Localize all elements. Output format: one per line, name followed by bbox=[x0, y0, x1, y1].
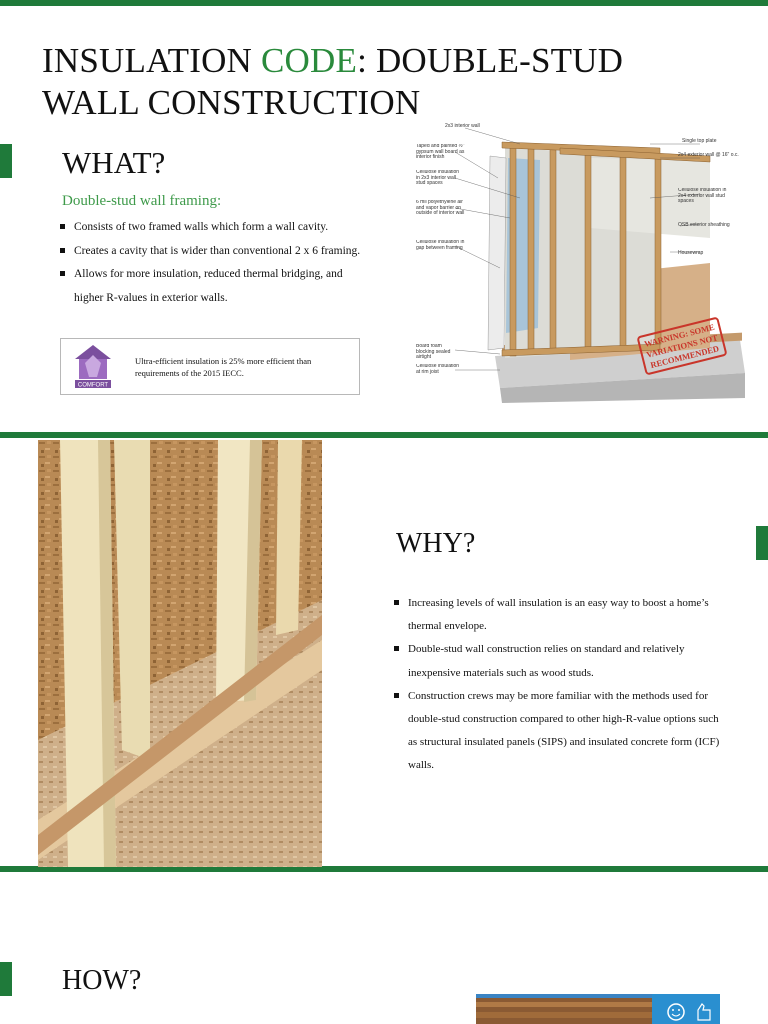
section-tab bbox=[0, 144, 12, 178]
why-heading: WHY? bbox=[396, 528, 476, 559]
slide-title bbox=[42, 40, 682, 124]
list-item: Increasing levels of wall insulation is an easy way to boost a home’s thermal envelope. bbox=[394, 592, 724, 638]
svg-text:2x4 exterior wall @ 16" o.c.: 2x4 exterior wall @ 16" o.c. bbox=[678, 152, 739, 158]
callout-box bbox=[60, 338, 360, 395]
what-bullet-list bbox=[60, 216, 370, 310]
svg-text:Housewrap: Housewrap bbox=[678, 250, 704, 256]
how-heading: HOW? bbox=[62, 965, 142, 996]
bullet-icon bbox=[394, 693, 399, 698]
framing-thumbnail-image bbox=[476, 994, 720, 1024]
bullet-icon bbox=[60, 271, 65, 276]
list-item: Consists of two framed walls which form a wall cavity. bbox=[60, 216, 370, 240]
list-item: Double-stud wall construction relies on standard and relatively inexpensive materials such as wood studs. bbox=[394, 638, 724, 684]
svg-text:COMFORT: COMFORT bbox=[77, 382, 109, 389]
what-heading: WHAT? bbox=[62, 145, 166, 180]
svg-text:Single top plate: Single top plate bbox=[682, 138, 717, 144]
why-bullet-list bbox=[394, 592, 724, 778]
callout-text: Ultra-efficient insulation is 25% more efficient than requirements of the 2015 IECC. bbox=[135, 356, 312, 378]
bullet-icon bbox=[60, 248, 65, 253]
list-item: Creates a cavity that is wider than conventional 2 x 6 framing. bbox=[60, 240, 370, 264]
what-subheading: Double-stud wall framing: bbox=[62, 193, 222, 209]
warning-stamp: WARNING: SOME VARIATIONS NOT RECOMMENDED bbox=[636, 316, 727, 375]
bullet-icon bbox=[60, 224, 65, 229]
house-logo-icon bbox=[71, 343, 115, 389]
title-accent: CODE bbox=[261, 41, 358, 80]
section-tab bbox=[0, 962, 12, 996]
title-part-2: : DOUBLE-STUD WALL CONSTRUCTION bbox=[42, 41, 624, 122]
double-stud-framing-photo bbox=[38, 440, 322, 867]
svg-text:2x3 interior wall: 2x3 interior wall bbox=[445, 123, 480, 129]
slide-divider-1 bbox=[0, 432, 768, 438]
svg-text:OSB exterior sheathing: OSB exterior sheathing bbox=[678, 222, 730, 228]
list-item: Construction crews may be more familiar with the methods used for double-stud construction compared to other high-R-value options such as structural insulated panels (SIPS) and insulated concrete form (ICF) walls. bbox=[394, 685, 724, 778]
slide-top-bar bbox=[0, 0, 768, 6]
bullet-icon bbox=[394, 600, 399, 605]
list-item: Allows for more insulation, reduced thermal bridging, and higher R-values in exterior walls. bbox=[60, 263, 370, 310]
section-tab bbox=[756, 526, 768, 560]
title-part-1: INSULATION bbox=[42, 41, 261, 80]
bullet-icon bbox=[394, 646, 399, 651]
double-stud-wall-diagram: 2x3 interior wall Taped and painted ½" gypsum wall board as interior finish Cellulose insulation in 2x3 interior wall stud spaces 6 mil polyethylene air and vapor barrier on outside of interior wall Cellulose insulation in gap between framing Board foam blocking sealed airtight Cellulose insulation at rim joist Single top plate 2x4 exterior wall @ 16" o.c. Cellulose insulation in 2x4 exterior wall stud spaces OSB exterior sheathing Housewrap bbox=[410, 118, 750, 403]
